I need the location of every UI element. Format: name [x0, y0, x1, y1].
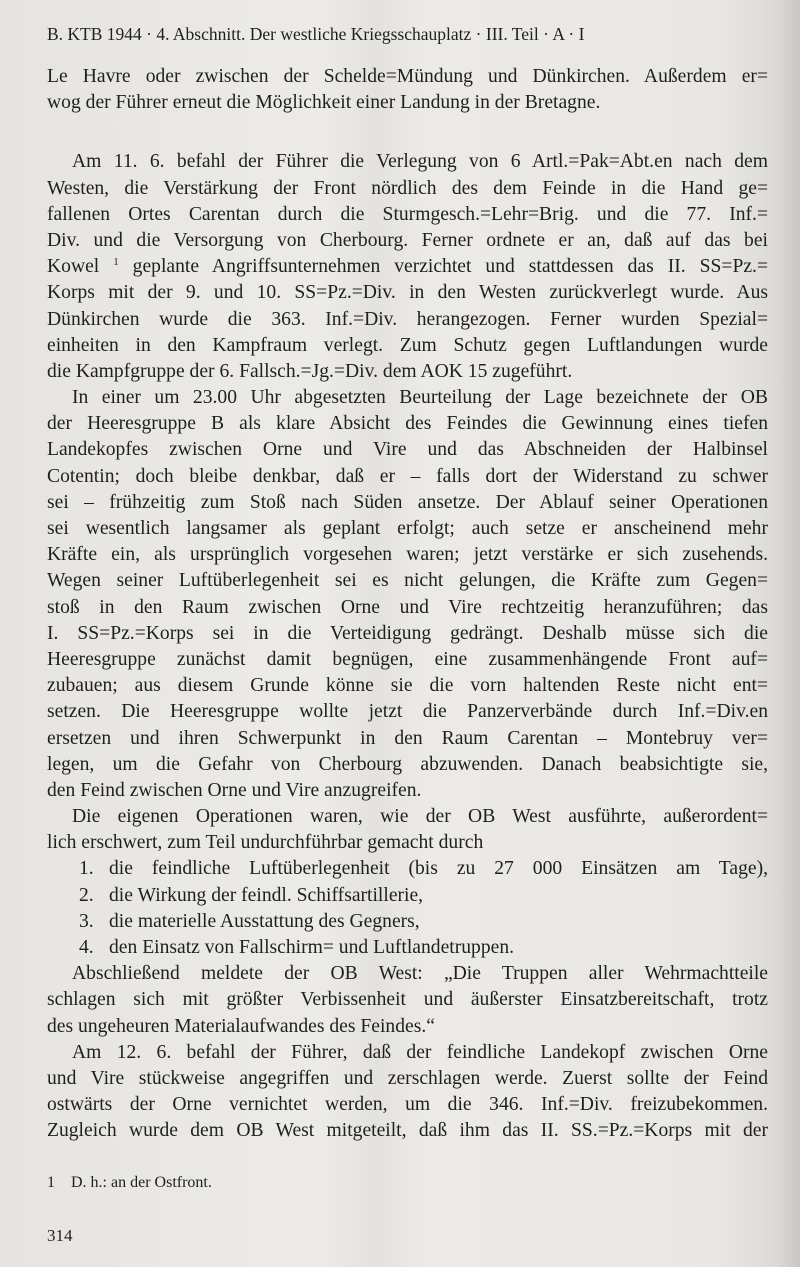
- text-line: [47, 621, 768, 647]
- line-text: Landekopfes zwischen Orne und Vire und das Abschneiden der Halbinsel: [47, 439, 768, 461]
- line-text: schlagen sich mit größter Verbissenheit und äußerster Einsatzbereitschaft, trotz: [47, 989, 768, 1011]
- line-text: Zugleich wurde dem OB West mitgeteilt, daß ihm das II. SS.=Pz.=Korps mit der: [47, 1120, 768, 1142]
- body-text: [47, 64, 768, 1145]
- line-text: Wegen seiner Luftüberlegenheit sei es nicht gelungen, die Kräfte zum Gegen=: [47, 570, 768, 592]
- text-line: [47, 987, 768, 1013]
- footnote-reference: 1: [113, 256, 119, 269]
- text-line: [47, 359, 768, 385]
- line-text: Korps mit der 9. und 10. SS=Pz.=Div. in den Westen zurückverlegt wurde. Aus: [47, 282, 768, 304]
- line-text: die Kampfgruppe der 6. Fallsch.=Jg.=Div. dem AOK 15 zugeführt.: [47, 360, 573, 382]
- line-text: sei wesentlich langsamer als geplant erfolgt; auch setze er anscheinend mehr: [47, 518, 768, 539]
- line-text: Westen, die Verstärkung der Front nördlich des dem Feinde in die Hand ge=: [47, 177, 768, 199]
- paragraph: [47, 385, 768, 804]
- line-text: der Heeresgruppe B als klare Absicht des Feindes die Gewinnung eines tiefen: [47, 413, 768, 435]
- footnote: [47, 1174, 212, 1192]
- line-text: den Einsatz von Fallschirm= und Luftlandetruppen.: [109, 937, 515, 958]
- text-line: [47, 542, 768, 568]
- paragraph: [47, 64, 768, 116]
- text-line: [47, 516, 768, 542]
- list-item: [47, 935, 768, 961]
- text-line: [47, 149, 768, 175]
- text-line: [47, 1014, 768, 1040]
- text-line: [47, 595, 768, 621]
- line-text: Le Havre oder zwischen der Schelde=Mündung und Dünkirchen. Außerdem er=: [47, 66, 768, 87]
- line-text: setzen. Die Heeresgruppe wollte jetzt die Panzerverbände durch Inf.=Div.en: [47, 701, 768, 723]
- text-line: [47, 673, 768, 699]
- text-line: [47, 568, 768, 594]
- line-text: Cotentin; doch bleibe denkbar, daß er – falls dort der Widerstand zu schwer: [47, 465, 768, 487]
- paragraph-gap: [47, 116, 768, 149]
- text-line: [47, 411, 768, 437]
- line-text: Div. und die Versorgung von Cherbourg. Ferner ordnete er an, daß auf das bei: [47, 229, 768, 251]
- line-text: Heeresgruppe zunächst damit begnügen, eine zusammenhängende Front auf=: [47, 648, 768, 670]
- text-line: [47, 385, 768, 411]
- line-text: stoß in den Raum zwischen Orne und Vire rechtzeitig heranzuführen; das: [47, 596, 768, 618]
- footnote-number: 1: [47, 1174, 55, 1191]
- line-text: Abschließend meldete der OB West: „Die Truppen aller Wehrmachtteile: [72, 963, 768, 985]
- text-line: [47, 961, 768, 987]
- paragraph: [47, 804, 768, 961]
- text-line: [47, 752, 768, 778]
- text-line: [47, 437, 768, 463]
- line-text: geplante Angriffsunternehmen verzichtet und stattdessen das II. SS=Pz.=: [118, 256, 768, 278]
- text-line: [47, 64, 768, 90]
- text-line: [47, 1118, 768, 1144]
- line-text: die feindliche Luftüberlegenheit (bis zu 27 000 Einsätzen am Tage),: [109, 858, 768, 880]
- text-line: [47, 804, 768, 830]
- line-text: Die eigenen Operationen waren, wie der OB West ausführte, außerordent=: [72, 806, 768, 828]
- text-line: [47, 830, 768, 856]
- paragraph: [47, 961, 768, 1040]
- line-text: Kowel: [47, 256, 114, 278]
- line-text: wog der Führer erneut die Möglichkeit einer Landung in der Bretagne.: [47, 92, 601, 114]
- text-line: [47, 778, 768, 804]
- text-line: [47, 1066, 768, 1092]
- text-line: [47, 464, 768, 490]
- footnote-text: D. h.: an der Ostfront.: [71, 1174, 212, 1191]
- line-text: ostwärts der Orne vernichtet werden, um die 346. Inf.=Div. freizubekommen.: [47, 1094, 768, 1116]
- line-text: des ungeheuren Materialaufwandes des Feindes.“: [47, 1015, 435, 1037]
- text-line: [47, 726, 768, 752]
- line-text: den Feind zwischen Orne und Vire anzugreifen.: [47, 779, 422, 801]
- paragraph: [47, 1040, 768, 1145]
- line-text: die Wirkung der feindl. Schiffsartillerie,: [109, 884, 424, 906]
- page-number: 314: [47, 1226, 73, 1245]
- text-line: [47, 647, 768, 673]
- text-line: [47, 699, 768, 725]
- text-line: [47, 333, 768, 359]
- text-line: [47, 228, 768, 254]
- line-text: fallenen Ortes Carentan durch die Sturmgesch.=Lehr=Brig. und die 77. Inf.=: [47, 203, 768, 225]
- line-text: zubauen; aus diesem Grunde könne sie die vorn haltenden Reste nicht ent=: [47, 675, 768, 697]
- line-text: lich erschwert, zum Teil undurchführbar gemacht durch: [47, 832, 484, 854]
- list-number: 3.: [79, 910, 94, 932]
- text-line: [47, 176, 768, 202]
- list-number: 1.: [79, 858, 94, 880]
- line-text: I. SS=Pz.=Korps sei in die Verteidigung gedrängt. Deshalb müsse sich die: [47, 622, 768, 644]
- text-line: [47, 1040, 768, 1066]
- list-item: [47, 909, 768, 935]
- list-item: [47, 856, 768, 882]
- running-header: B. KTB 1944 · 4. Abschnitt. Der westliche Kriegsschauplatz · III. Teil · A · I: [47, 24, 585, 44]
- line-text: Am 11. 6. befahl der Führer die Verlegung von 6 Artl.=Pak=Abt.en nach dem: [72, 151, 768, 173]
- text-line: [47, 280, 768, 306]
- text-line: [47, 254, 768, 280]
- line-text: Am 12. 6. befahl der Führer, daß der feindliche Landekopf zwischen Orne: [72, 1041, 768, 1063]
- text-line: [47, 90, 768, 116]
- line-text: einheiten in den Kampfraum verlegt. Zum Schutz gegen Luftlandungen wurde: [47, 334, 768, 356]
- text-line: [47, 307, 768, 333]
- list-item: [47, 883, 768, 909]
- text-line: [47, 490, 768, 516]
- line-text: ersetzen und ihren Schwerpunkt in den Raum Carentan – Montebruy ver=: [47, 727, 768, 749]
- list-number: 4.: [79, 937, 94, 958]
- line-text: die materielle Ausstattung des Gegners,: [109, 910, 420, 932]
- list-number: 2.: [79, 884, 94, 906]
- line-text: Kräfte ein, als ursprünglich vorgesehen waren; jetzt verstärke er sich zusehends.: [47, 544, 768, 566]
- line-text: In einer um 23.00 Uhr abgesetzten Beurteilung der Lage bezeichnete der OB: [72, 387, 768, 409]
- line-text: legen, um die Gefahr von Cherbourg abzuwenden. Danach beabsichtigte sie,: [47, 753, 768, 775]
- line-text: Dünkirchen wurde die 363. Inf.=Div. herangezogen. Ferner wurden Spezial=: [47, 308, 768, 330]
- text-line: [47, 202, 768, 228]
- line-text: sei – frühzeitig zum Stoß nach Süden ansetze. Der Ablauf seiner Operationen: [47, 491, 768, 513]
- paragraph: [47, 149, 768, 385]
- line-text: und Vire stückweise angegriffen und zerschlagen werde. Zuerst sollte der Feind: [47, 1067, 768, 1089]
- text-line: [47, 1092, 768, 1118]
